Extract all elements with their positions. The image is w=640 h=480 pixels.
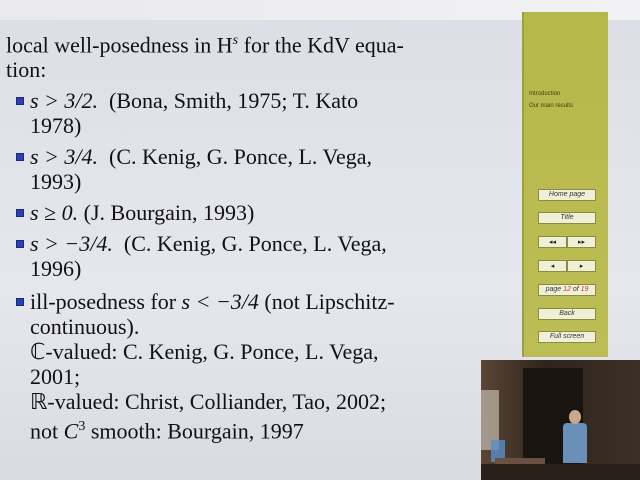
r-valued-line: ℝ-valued: Christ, Colliander, Tao, 2002; xyxy=(30,389,387,415)
bullet-icon xyxy=(16,209,24,217)
back-button[interactable]: Back xyxy=(538,308,596,320)
home-page-button[interactable]: Home page xyxy=(538,189,596,201)
speaker-video-inset xyxy=(481,360,640,480)
list-item: s > 3/4. (C. Kenig, G. Ponce, L. Vega, 1993) xyxy=(6,144,496,194)
next-page-icon[interactable]: ▸ xyxy=(567,260,596,272)
bullet-icon xyxy=(16,298,24,306)
fast-forward-icon[interactable]: ▸▸ xyxy=(567,236,596,248)
full-screen-button[interactable]: Full screen xyxy=(538,331,596,343)
fast-nav-buttons xyxy=(538,236,596,248)
list-item-ill-posedness: ill-posedness for s < −3/4 (not Lipschitz- continuous). ℂ-valued: C. Kenig, G. Ponce, L. Vega, 2001; ℝ-valued: Christ, Colliander, Tao, 2002; not $C^3$ smooth: Bourgain, 1997 xyxy=(6,289,496,443)
intro-line-2: tion: xyxy=(6,57,47,83)
section-nav xyxy=(529,88,605,112)
list-item: s > 3/2. (Bona, Smith, 1975; T. Kato 1978) xyxy=(6,88,496,138)
page-nav-buttons xyxy=(538,260,596,272)
intro-line-1: local well-posedness in $H^s$ for the KdV equa- xyxy=(6,32,404,58)
title-button[interactable]: Title xyxy=(538,212,596,224)
bullet-icon xyxy=(16,97,24,105)
c-valued-line: ℂ-valued: C. Kenig, G. Ponce, L. Vega, xyxy=(30,339,379,365)
list-item: s ≥ 0. (J. Bourgain, 1993) xyxy=(6,200,496,225)
nav-item-introduction[interactable]: Introduction xyxy=(529,91,561,97)
page-indicator: page 12 of 19 xyxy=(538,284,596,296)
not-smooth-line: not $C^3$ smooth: Bourgain, 1997 xyxy=(30,418,304,444)
bullet-icon xyxy=(16,240,24,248)
navigation-sidebar xyxy=(522,12,608,357)
slide-content xyxy=(6,28,496,444)
fast-back-icon[interactable]: ◂◂ xyxy=(538,236,567,248)
speaker-figure xyxy=(563,423,587,463)
nav-item-main-results[interactable]: Our main results xyxy=(529,103,574,109)
prev-page-icon[interactable]: ◂ xyxy=(538,260,567,272)
list-item: s > −3/4. (C. Kenig, G. Ponce, L. Vega, 1996) xyxy=(6,231,496,281)
bullet-icon xyxy=(16,153,24,161)
